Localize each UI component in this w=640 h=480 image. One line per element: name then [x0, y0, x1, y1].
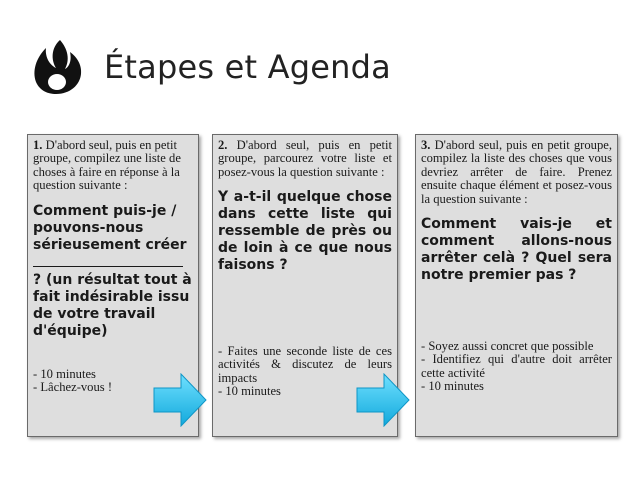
slide-title: Étapes et Agenda: [104, 48, 391, 86]
step-2-number: 2.: [218, 138, 228, 152]
flame-icon: [26, 38, 86, 94]
step-1-number: 1.: [33, 138, 43, 152]
step-3-task: - 10 minutes: [421, 379, 484, 394]
step-3-intro: [421, 139, 612, 206]
step-1-task: - Lâchez-vous !: [33, 380, 113, 395]
step-3-box: [415, 134, 618, 437]
step-3-question: Comment vais-je et comment allons-nous arrêter celà ? Quel sera notre premier pas ?: [421, 216, 612, 284]
step-2-intro: [218, 139, 392, 179]
step-1-question-mark: ?: [33, 271, 42, 288]
right-arrow-icon: [153, 373, 207, 427]
step-2-task: - 10 minutes: [218, 384, 281, 399]
step-1-intro: [33, 139, 193, 193]
step-1-task: - 10 minutes: [33, 367, 96, 381]
step-3-number: 3.: [421, 138, 431, 152]
step-3-task: - Identifiez qui d'autre doit arrêter cette activité: [421, 352, 612, 380]
step-2-intro-text: D'abord seul, puis en petit groupe, parcourez votre liste et posez-vous la question suivante :: [218, 138, 392, 179]
right-arrow-icon: [356, 373, 410, 427]
step-1-question-text: Comment puis-je / pouvons-nous sérieusement créer: [33, 202, 187, 253]
step-2-question: Y a-t-il quelque chose dans cette liste qui ressemble de près ou de loin à ce que nous faisons ?: [218, 189, 392, 274]
step-1-question: [33, 203, 193, 340]
step-3-task: - Soyez aussi concret que possible: [421, 339, 594, 353]
step-1-question-detail: (un résultat tout à fait indésirable issu de votre travail d'équipe): [33, 271, 192, 339]
step-3-tasks: [421, 340, 612, 394]
step-2-task: - Faites une seconde liste de ces activités & discutez de leurs impacts: [218, 344, 392, 385]
step-1-answer-blank: [33, 254, 183, 267]
step-3-intro-text: D'abord seul, puis en petit groupe, compilez la liste des choses que vous devriez arrêter de faire. Prenez ensuite chaque élément et posez-vous la question suivante :: [421, 138, 612, 206]
step-1-intro-text: D'abord seul, puis en petit groupe, compilez une liste de choses à faire en réponse à la question suivante :: [33, 138, 181, 193]
